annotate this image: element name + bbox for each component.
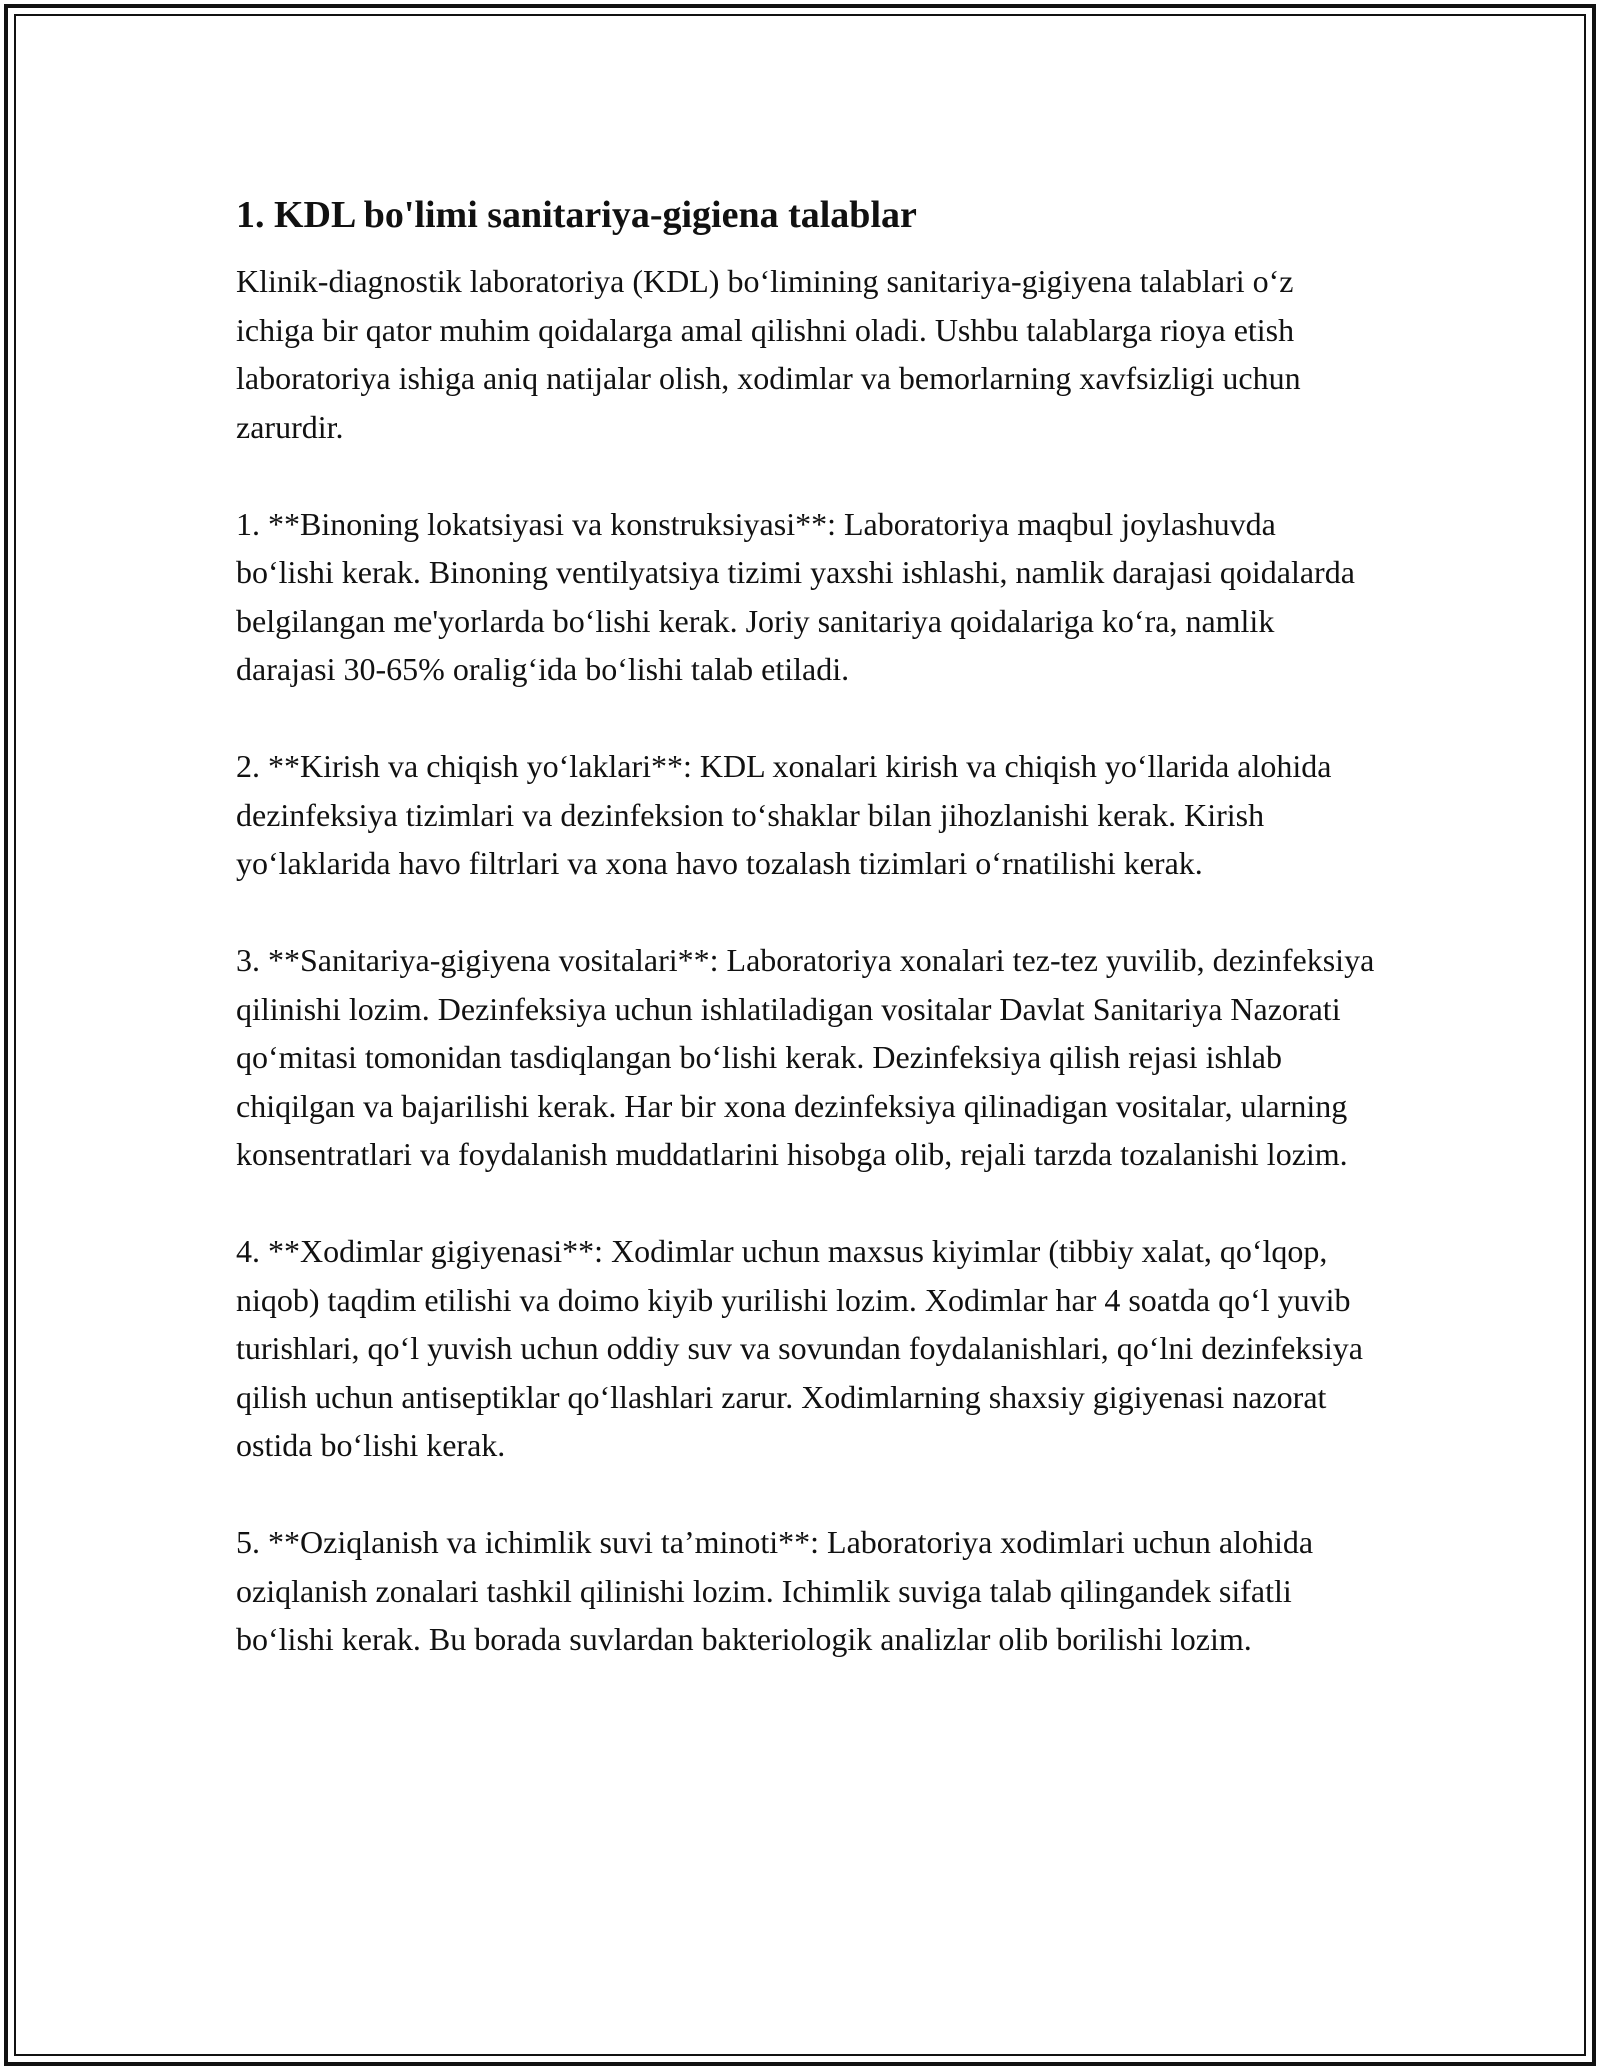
intro-paragraph: Klinik-diagnostik laboratoriya (KDL) bo‘limining sanitariya-gigiyena talablari o‘z ichiga bir qator muhim qoidalarga amal qilishni oladi. Ushbu talablarga rioya etish laboratoriya ishiga aniq natijalar olish, xodimlar va bemorlarning xavfsizligi uchun zarurdir. [236, 263, 1301, 445]
document-title: 1. KDL bo'limi sanitariya-gigiena talablar [236, 194, 917, 236]
document-body [236, 185, 1376, 1712]
paragraph-building-location: 1. **Binoning lokatsiyasi va konstruksiyasi**: Laboratoriya maqbul joylashuvda bo‘lishi kerak. Binoning ventilyatsiya tizimi yaxshi ishlashi, namlik darajasi qoidalarda belgilangan me'yorlarda bo‘lishi kerak. Joriy sanitariya qoidalariga ko‘ra, namlik darajasi 30-65% oralig‘ida bo‘lishi talab etiladi. [236, 505, 1355, 687]
paragraph-food-water: 5. **Oziqlanish va ichimlik suvi ta’minoti**: Laboratoriya xodimlari uchun alohida oziqlanish zonalari tashkil qilinishi lozim. Ichimlik suviga talab qilingandek sifatli bo‘lishi kerak. Bu borada suvlardan bakteriologik analizlar olib borilishi lozim. [236, 1524, 1314, 1657]
paragraph-staff-hygiene: 4. **Xodimlar gigiyenasi**: Xodimlar uchun maxsus kiyimlar (tibbiy xalat, qo‘lqop, niqob) taqdim etilishi va doimo kiyib yurilishi lozim. Xodimlar har 4 soatda qo‘l yuvib turishlari, qo‘l yuvish uchun oddiy suv va sovundan foydalanishlari, qo‘lni dezinfeksiya qilish uchun antiseptiklar qo‘llashlari zarur. Xodimlarning shaxsiy gigiyenasi nazorat ostida bo‘lishi kerak. [236, 1233, 1363, 1463]
paragraph-sanitary-means: 3. **Sanitariya-gigiyena vositalari**: Laboratoriya xonalari tez-tez yuvilib, dezinfeksiya qilinishi lozim. Dezinfeksiya uchun ishlatiladigan vositalar Davlat Sanitariya Nazorati qo‘mitasi tomonidan tasdiqlangan bo‘lishi kerak. Dezinfeksiya qilish rejasi ishlab chiqilgan va bajarilishi kerak. Har bir xona dezinfeksiya qilinadigan vositalar, ularning konsentratlari va foydalanish muddatlarini hisobga olib, rejali tarzda tozalanishi lozim. [236, 942, 1375, 1172]
paragraph-entry-exit: 2. **Kirish va chiqish yo‘laklari**: KDL xonalari kirish va chiqish yo‘llarida alohida dezinfeksiya tizimlari va dezinfeksion to‘shaklar bilan jihozlanishi kerak. Kirish yo‘laklarida havo filtrlari va xona havo tozalash tizimlari o‘rnatilishi kerak. [236, 748, 1332, 881]
